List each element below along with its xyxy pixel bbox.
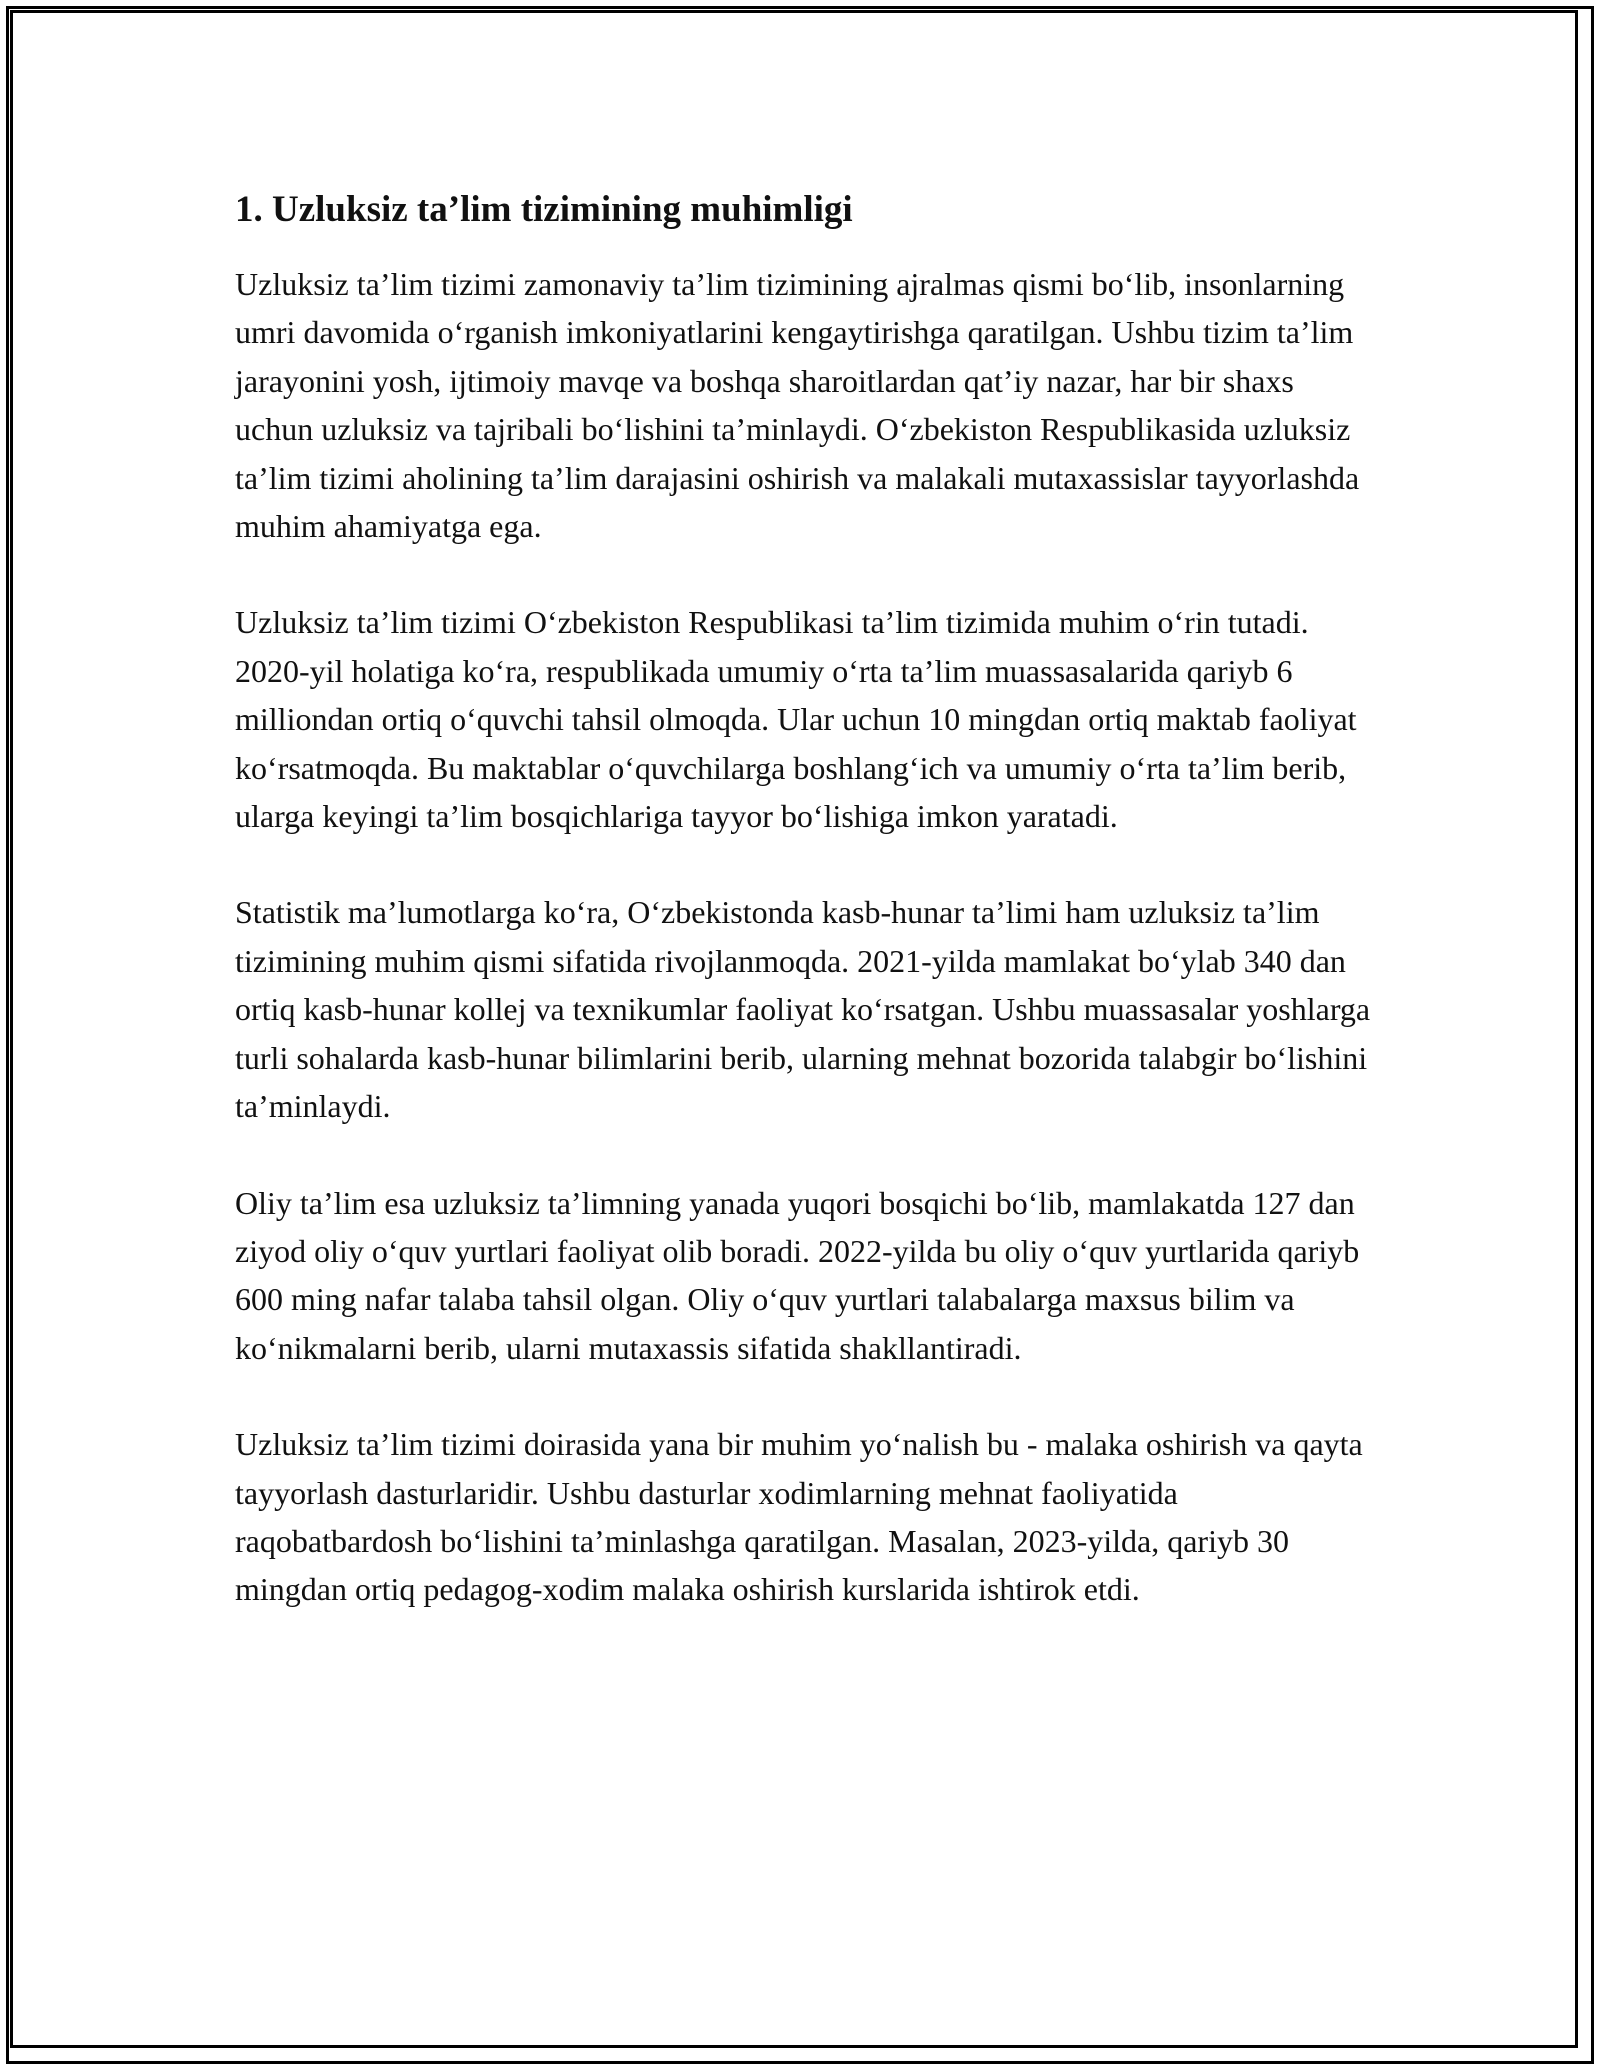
paragraph-5: Uzluksiz ta’lim tizimi doirasida yana bir muhim yo‘nalish bu - malaka oshirish va qayta tayyorlash dasturlaridir. Ushbu dasturlar xodimlarning mehnat faoliyatida raqobatbardosh bo‘lishini ta’minlashga qaratilgan. Masalan, 2023-yilda, qariyb 30 mingdan ortiq pedagog-xodim malaka oshirish kurslarida ishtirok etdi. bbox=[235, 1426, 1363, 1608]
paragraph-4: Oliy ta’lim esa uzluksiz ta’limning yanada yuqori bosqichi bo‘lib, mamlakatda 127 dan ziyod oliy o‘quv yurtlari faoliyat olib boradi. 2022-yilda bu oliy o‘quv yurtlarida qariyb 600 ming nafar talaba tahsil olgan. Oliy o‘quv yurtlari talabalarga maxsus bilim va ko‘nikmalarni berib, ularni mutaxassis sifatida shakllantiradi. bbox=[235, 1184, 1360, 1366]
section-title: 1. Uzluksiz ta’lim tizimining muhimligi bbox=[235, 189, 853, 230]
document-body bbox=[235, 186, 1375, 1662]
paragraph-1: Uzluksiz ta’lim tizimi zamonaviy ta’lim tizimining ajralmas qismi bo‘lib, insonlarning umri davomida o‘rganish imkoniyatlarini kengaytirishga qaratilgan. Ushbu tizim ta’lim jarayonini yosh, ijtimoiy mavqe va boshqa sharoitlardan qat’iy nazar, har bir shaxs uchun uzluksiz va tajribali bo‘lishini ta’minlaydi. O‘zbekiston Respublikasida uzluksiz ta’lim tizimi aholining ta’lim darajasini oshirish va malakali mutaxassislar tayyorlashda muhim ahamiyatga ega. bbox=[235, 266, 1360, 545]
paragraph-3: Statistik ma’lumotlarga ko‘ra, O‘zbekistonda kasb-hunar ta’limi ham uzluksiz ta’lim tizimining muhim qismi sifatida rivojlanmoqda. 2021-yilda mamlakat bo‘ylab 340 dan ortiq kasb-hunar kollej va texnikumlar faoliyat ko‘rsatgan. Ushbu muassasalar yoshlarga turli sohalarda kasb-hunar bilimlarini berib, ularning mehnat bozorida talabgir bo‘lishini ta’minlaydi. bbox=[235, 894, 1371, 1125]
paragraph-2: Uzluksiz ta’lim tizimi O‘zbekiston Respublikasi ta’lim tizimida muhim o‘rin tutadi. 2020-yil holatiga ko‘ra, respublikada umumiy o‘rta ta’lim muassasalarida qariyb 6 milliondan ortiq o‘quvchi tahsil olmoqda. Ular uchun 10 mingdan ortiq maktab faoliyat ko‘rsatmoqda. Bu maktablar o‘quvchilarga boshlang‘ich va umumiy o‘rta ta’lim berib, ularga keyingi ta’lim bosqichlariga tayyor bo‘lishiga imkon yaratadi. bbox=[235, 604, 1357, 835]
